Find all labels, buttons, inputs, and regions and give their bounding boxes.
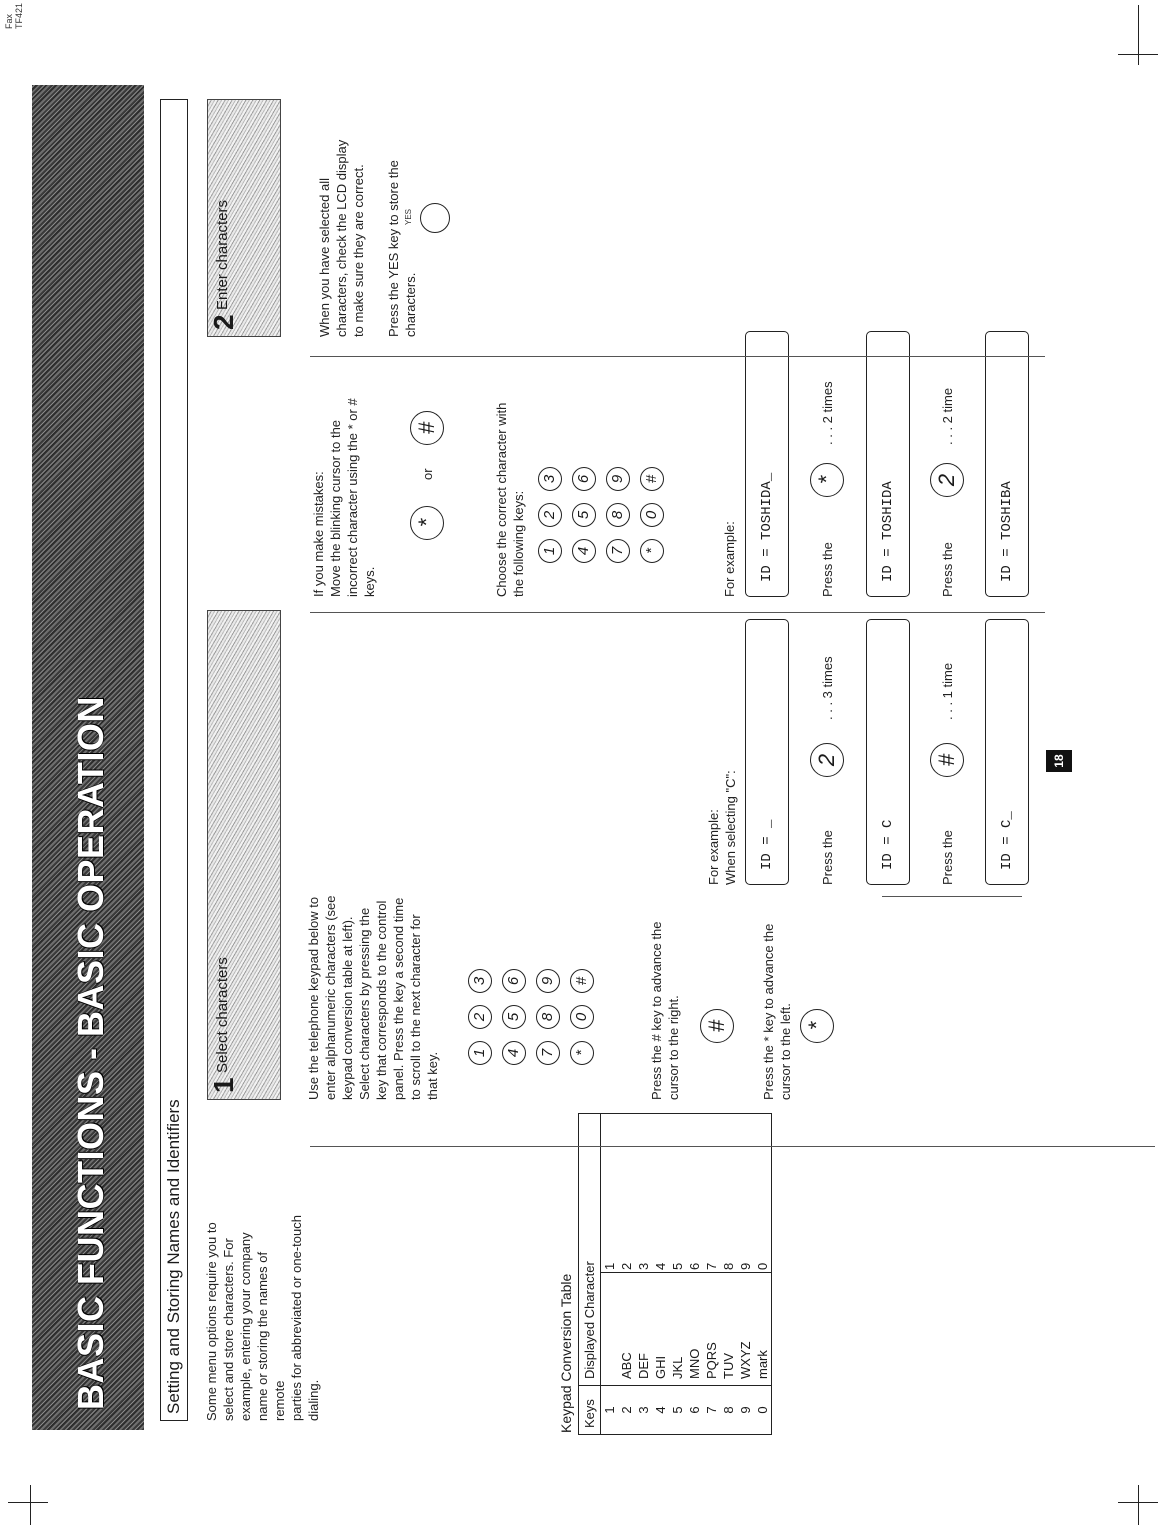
step-1-text bbox=[305, 870, 441, 1100]
mistakes-line: If you make mistakes: bbox=[311, 471, 326, 597]
mistakes-line: incorrect character using the * or # bbox=[345, 398, 360, 597]
banner-title: BASIC FUNCTIONS - BASIC OPERATION bbox=[70, 696, 111, 1410]
table-cell: 2 bbox=[618, 1114, 635, 1273]
press-count: . . . 2 times bbox=[820, 381, 835, 445]
key-1[interactable]: 1 bbox=[538, 539, 562, 563]
lcd-text: ID = C_ bbox=[999, 811, 1015, 870]
table-cell: 6 bbox=[686, 1386, 703, 1435]
step-1-line: Select characters by pressing the bbox=[357, 907, 372, 1100]
column-divider bbox=[310, 1146, 1155, 1147]
column-divider bbox=[310, 356, 1045, 357]
intro-line: dialing. bbox=[306, 1379, 321, 1421]
keypad-mistakes bbox=[538, 383, 688, 563]
section-title: Setting and Storing Names and Identifiers bbox=[164, 1099, 183, 1414]
key-hash[interactable]: # bbox=[570, 969, 594, 993]
step-2-bar bbox=[207, 99, 281, 337]
step-2-yes-text bbox=[385, 99, 419, 337]
step-2-number: 2 bbox=[208, 314, 239, 330]
table-cell: 7 bbox=[703, 1386, 720, 1435]
key-2[interactable]: 2 bbox=[538, 503, 562, 527]
mistakes-line: keys. bbox=[362, 566, 377, 597]
table-cell: ABC bbox=[618, 1273, 635, 1386]
table-cell: mark bbox=[754, 1273, 772, 1386]
key-8[interactable]: 8 bbox=[536, 1005, 560, 1029]
section-header bbox=[160, 99, 188, 1421]
yes-key-icon[interactable] bbox=[420, 203, 450, 233]
key-3[interactable]: 3 bbox=[468, 969, 492, 993]
table-cell bbox=[601, 1273, 619, 1386]
example-line: For example: bbox=[706, 809, 721, 885]
key-3[interactable]: 3 bbox=[538, 467, 562, 491]
key-0[interactable]: 0 bbox=[640, 503, 664, 527]
hash-key-line: Press the # key to advance the bbox=[649, 921, 664, 1100]
star-key-text bbox=[760, 870, 794, 1100]
corner-tag-line: TF421 bbox=[14, 2, 24, 29]
press-count: . . . 2 time bbox=[940, 387, 955, 445]
table-row bbox=[754, 1114, 772, 1435]
table-cell: JKL bbox=[669, 1273, 686, 1386]
key-7[interactable]: 7 bbox=[606, 539, 630, 563]
keypad-conversion-table bbox=[578, 1113, 772, 1435]
table-cell: 6 bbox=[686, 1114, 703, 1273]
intro-line: name or storing the names of remote bbox=[255, 1251, 287, 1421]
key-8[interactable]: 8 bbox=[606, 503, 630, 527]
key-4[interactable]: 4 bbox=[502, 1041, 526, 1065]
table-cell: MNO bbox=[686, 1273, 703, 1386]
lcd-text: ID = TOSHIDA bbox=[880, 481, 896, 582]
key-6[interactable]: 6 bbox=[572, 467, 596, 491]
table-row bbox=[652, 1114, 669, 1435]
table-row bbox=[686, 1114, 703, 1435]
choose-text bbox=[493, 357, 527, 597]
table-row bbox=[669, 1114, 686, 1435]
intro-line: select and store characters. For bbox=[221, 1238, 236, 1421]
column-header: Displayed Character bbox=[579, 1114, 601, 1386]
corner-tag-line: Fax bbox=[4, 13, 14, 29]
table-row bbox=[737, 1114, 754, 1435]
star-key-icon[interactable]: * bbox=[800, 1009, 834, 1043]
step-1-number: 1 bbox=[208, 1077, 239, 1093]
step-2-line: When you have selected all bbox=[317, 178, 332, 337]
press-count: . . . 1 time bbox=[940, 662, 955, 720]
key-4[interactable]: 4 bbox=[572, 539, 596, 563]
yes-key-label: YES bbox=[404, 208, 413, 225]
crop-mark bbox=[1138, 5, 1139, 65]
star-key-line: cursor to the left. bbox=[778, 1003, 793, 1100]
choose-line: Choose the correct character with bbox=[494, 402, 509, 597]
column-header: Keys bbox=[579, 1386, 601, 1435]
flow-line bbox=[882, 896, 1022, 897]
table-cell: TUV bbox=[720, 1273, 737, 1386]
step-1-line: that key. bbox=[425, 1051, 440, 1100]
table-cell: 2 bbox=[618, 1386, 635, 1435]
key-7[interactable]: 7 bbox=[536, 1041, 560, 1065]
hash-key-icon[interactable]: # bbox=[410, 411, 444, 445]
table-cell: 3 bbox=[635, 1114, 652, 1273]
lcd-display bbox=[866, 331, 910, 597]
step-2-text bbox=[316, 99, 367, 337]
crop-mark bbox=[1138, 1485, 1139, 1525]
intro-line: Some menu options require you to bbox=[204, 1222, 219, 1421]
key-6[interactable]: 6 bbox=[502, 969, 526, 993]
table-cell: 9 bbox=[737, 1386, 754, 1435]
intro-line: parties for abbreviated or one-touch bbox=[289, 1215, 304, 1421]
choose-line: the following keys: bbox=[511, 490, 526, 597]
table-cell: 5 bbox=[669, 1386, 686, 1435]
press-label: Press the bbox=[940, 830, 955, 885]
table-row bbox=[601, 1114, 619, 1435]
press-label: Press the bbox=[820, 542, 835, 597]
table-cell: 5 bbox=[669, 1114, 686, 1273]
crop-mark bbox=[30, 1485, 31, 1525]
table-row bbox=[618, 1114, 635, 1435]
corner-tag bbox=[4, 3, 24, 29]
key-9[interactable]: 9 bbox=[536, 969, 560, 993]
lcd-display bbox=[745, 619, 789, 885]
step-1-line: to scroll to the next character for bbox=[408, 914, 423, 1100]
lcd-display bbox=[866, 619, 910, 885]
table-cell: 9 bbox=[737, 1114, 754, 1273]
table-header-row bbox=[579, 1114, 601, 1435]
mistakes-text bbox=[310, 357, 378, 597]
press-count: . . . 3 times bbox=[820, 656, 835, 720]
star-key-icon[interactable]: * bbox=[810, 463, 844, 497]
header-banner bbox=[32, 85, 144, 1430]
table-row bbox=[635, 1114, 652, 1435]
lcd-text: ID = TOSHIBA bbox=[999, 481, 1015, 582]
table-cell: 8 bbox=[720, 1386, 737, 1435]
step-1-bar bbox=[207, 610, 281, 1100]
step-2-yes-line: Press the YES key to store the bbox=[386, 160, 401, 337]
lcd-text: ID = C bbox=[880, 819, 896, 870]
column-divider bbox=[310, 612, 1045, 613]
table-cell: WXYZ bbox=[737, 1273, 754, 1386]
or-label: or bbox=[420, 468, 435, 480]
table-cell: DEF bbox=[635, 1273, 652, 1386]
key-star[interactable]: * bbox=[570, 1041, 594, 1065]
table-cell: PQRS bbox=[703, 1273, 720, 1386]
key-2-icon[interactable]: 2 bbox=[810, 743, 844, 777]
step-1-line: panel. Press the key a second time bbox=[391, 897, 406, 1100]
table-row bbox=[720, 1114, 737, 1435]
lcd-display bbox=[985, 331, 1029, 597]
example-line: When selecting "C": bbox=[723, 770, 738, 885]
key-1[interactable]: 1 bbox=[468, 1041, 492, 1065]
key-hash-icon[interactable]: # bbox=[930, 743, 964, 777]
step-2-line: to make sure they are correct. bbox=[351, 164, 366, 337]
table-cell: 8 bbox=[720, 1114, 737, 1273]
mistakes-line: Move the blinking cursor to the bbox=[328, 419, 343, 597]
press-label: Press the bbox=[820, 830, 835, 885]
lcd-display bbox=[745, 331, 789, 597]
hash-key-text bbox=[648, 870, 682, 1100]
step-1-line: enter alphanumeric characters (see bbox=[323, 895, 338, 1100]
table-cell: 7 bbox=[703, 1114, 720, 1273]
table-cell: 4 bbox=[652, 1114, 669, 1273]
keypad-table-title: Keypad Conversion Table bbox=[558, 1273, 574, 1433]
press-label: Press the bbox=[940, 542, 955, 597]
key-5[interactable]: 5 bbox=[502, 1005, 526, 1029]
step-1-line: Use the telephone keypad below to bbox=[306, 896, 321, 1100]
table-cell: 1 bbox=[601, 1386, 619, 1435]
table-cell: GHI bbox=[652, 1273, 669, 1386]
table-cell: 3 bbox=[635, 1386, 652, 1435]
table-cell: 4 bbox=[652, 1386, 669, 1435]
key-star[interactable]: * bbox=[640, 539, 664, 563]
example-left-label bbox=[705, 685, 739, 885]
star-key-line: Press the * key to advance the bbox=[761, 923, 776, 1100]
key-2-icon[interactable]: 2 bbox=[930, 463, 964, 497]
step-1-label: Select characters bbox=[214, 957, 231, 1073]
intro-line: example, entering your company bbox=[238, 1232, 253, 1421]
table-cell: 1 bbox=[601, 1114, 619, 1273]
table-cell: 0 bbox=[754, 1114, 772, 1273]
lcd-text: ID = TOSHIDA_ bbox=[759, 472, 775, 582]
example-right-label: For example: bbox=[722, 521, 737, 597]
keypad-step1 bbox=[468, 885, 618, 1065]
table-row bbox=[703, 1114, 720, 1435]
step-1-line: key that corresponds to the control bbox=[374, 900, 389, 1100]
key-2[interactable]: 2 bbox=[468, 1005, 492, 1029]
step-2-yes-line: characters. bbox=[403, 272, 418, 337]
page-number: 18 bbox=[1046, 750, 1072, 772]
key-0[interactable]: 0 bbox=[570, 1005, 594, 1029]
hash-key-line: cursor to the right. bbox=[666, 995, 681, 1100]
step-1-line: keypad conversion table at left). bbox=[340, 916, 355, 1100]
step-2-label: Enter characters bbox=[214, 199, 231, 310]
key-hash[interactable]: # bbox=[640, 467, 664, 491]
step-2-line: characters, check the LCD display bbox=[334, 139, 349, 337]
intro-text bbox=[203, 1211, 322, 1421]
hash-key-icon[interactable]: # bbox=[700, 1009, 734, 1043]
table-cell: 0 bbox=[754, 1386, 772, 1435]
key-5[interactable]: 5 bbox=[572, 503, 596, 527]
lcd-display bbox=[985, 619, 1029, 885]
key-9[interactable]: 9 bbox=[606, 467, 630, 491]
star-key-icon[interactable]: * bbox=[410, 506, 444, 540]
lcd-text: ID = _ bbox=[759, 819, 775, 870]
crop-mark bbox=[8, 1502, 48, 1503]
